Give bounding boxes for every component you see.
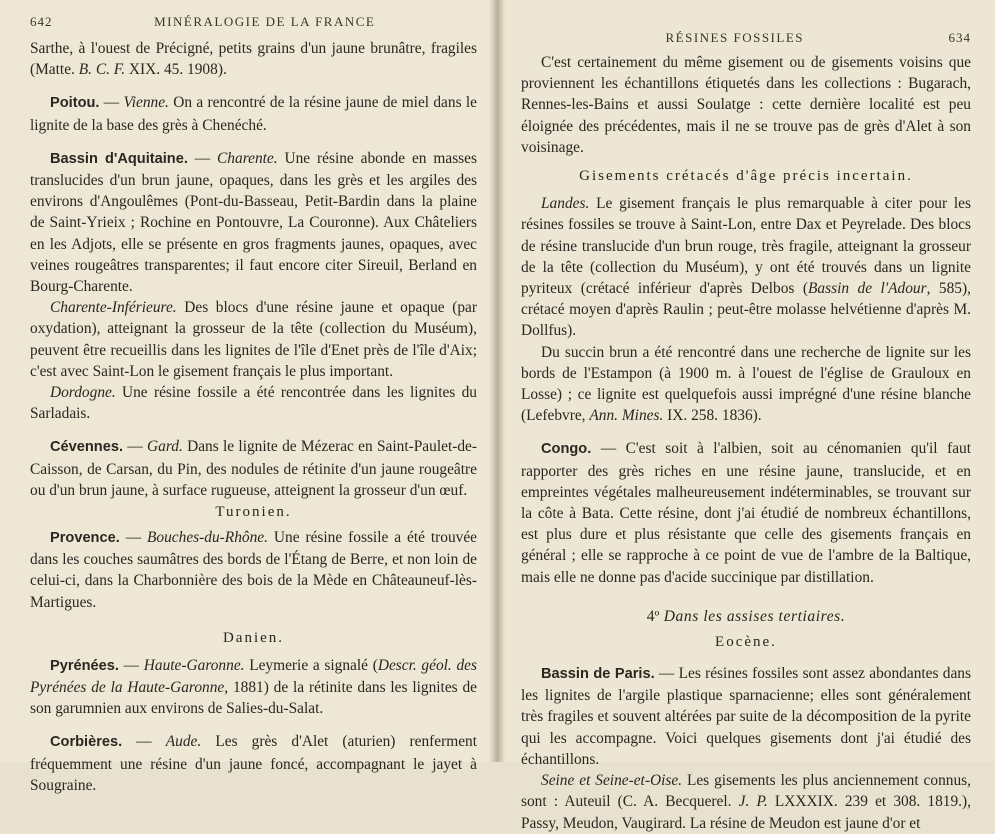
section-provence: Provence. — Bouches-du-Rhône. Une résine fossile a été trouvée dans les couches saumâtres des bords de l'Étang de Berre, et non loin de celui-ci, dans la Charbonnière des bois de la Mède en Châteauneuf-lès-Martigues. [30,529,478,611]
region-heading: Pyrénées. [50,657,119,674]
locality: Vienne. [123,94,169,112]
section-poitou: Poitou. — Vienne. On a rencontré de la résine jaune de miel dans le lignite de la base des grès à Chenéché. [30,94,477,134]
reference: B. C. F. [78,61,126,79]
locality: Aude. [165,733,202,751]
reference: J. P. [738,793,768,811]
subheading-tertiaire: 4º Dans les assises tertiaires. [646,607,846,625]
section-corbieres: Corbières. — Aude. Les grès d'Alet (aturien) renferment fréquemment une résine d'un jaune foncé, accompagnant le jayet à Sougraine. [30,733,477,794]
section-aquitaine: Bassin d'Aquitaine. — Charente. Une résine abonde en masses translucides d'un brun jaune, opaques, dans les grès et les argiles des environs d'Angoulêmes (Pont-du-Basseau, Petit-Bardin dans la plaine de Saint-Yrieix ; Rochine en Pontouvre, La Couronne). Aux Châteliers en les Adjots, elle se présente en gros fragments jaunes, opaques, avec veines rougeâtres transparentes; il faut encore citer Sireuil, Berland en Bourg-Charente. [30,149,477,296]
paragraph-charente-inferieure: Charente-Inférieure. Des blocs d'une résine jaune et opaque (par oxydation), atteignant la grosseur de la tête (collection du Muséum), peuvent être recueillis dans les lignites de l'île d'Enet près de l'île d'Aix; c'est avec Saint-Lon le gisement français le plus important. [30,299,477,380]
reference: Descr. géol. des Pyrénées de la Haute-Garonne [30,656,477,697]
paragraph-landes: Landes. Le gisement français le plus remarquable à citer pour les résines fossiles se trouve à Saint-Lon, entre Dax et Peyrelade. Des blocs de résine translucide d'un brun rouge, très fragile, atteignant la grosseur de la tête (collection du Muséum), y ont été trouvés dans un lignite pyriteux (crétacé inférieur d'après Delbos (Bassin de l'Adour, 585), crétacé moyen d'après Raulin ; peut-être molasse helvétienne d'après M. Dollfus). [521,195,971,340]
section-congo: Congo. — C'est soit à l'albien, soit au cénomanien qu'il faut rapporter des grès riches en une résine jaune, translucide, et en empreintes végétales malheureusement indéterminables, se trouvant sur la côte à Bata. Cette résine, dont j'ai étudié de nombreux échantillons, est plus dure et plus résistante que celle des gisements français en général ; elle se rapproche à ce point de vue de l'ambre de la Baltique, mais elle ne donne pas d'acide succinique par distillation. [521,440,971,586]
left-page-number: 642 [30,14,53,29]
locality: Charente-Inférieure. [50,299,177,317]
left-running-head [30,14,477,30]
right-header-title: RÉSINES FOSSILES [665,30,804,45]
paragraph-seine: Seine et Seine-et-Oise. Les gisements les plus anciennement connus, sont : Auteuil (C. A. Becquerel. J. P. LXXXIX. 239 et 308. 1819.), Passy, Meudon, Vaugirard. La résine de Meudon est jaune d'or et [521,772,971,832]
locality: Dordogne. [50,384,116,402]
section-cevennes: Cévennes. — Gard. Dans le lignite de Mézerac en Saint-Paulet-de-Caisson, de Carsan, du Pin, des nodules de rétinite d'un jaune rougeâtre ou d'un brun jaune, à surface rugueuse, atteignent la grosseur d'un œuf. [30,438,477,499]
region-heading: Corbières. [50,734,123,751]
region-heading: Poitou. [50,95,100,112]
paragraph-alet-continuation: C'est certainement du même gisement ou de gisements voisins que proviennent les échantillons étiquetés dans les collections : Bugarach, Rennes-les-Bains et aussi Soulatge : cette dernière localité est peu éloignée des précédentes, mais il ne se trouve pas de grès d'Alet à son voisinage. [521,54,971,156]
stage-heading-danien: Danien. [222,629,285,646]
region-heading: Bassin d'Aquitaine. [50,150,188,167]
reference: Bassin de l'Adour [808,280,927,298]
left-page [0,0,497,794]
left-paragraph-sarthe: Sarthe, à l'ouest de Précigné, petits grains d'un jaune brunâtre, fragiles (Matte. B. C. F. XIX. 45. 1908). [30,40,477,79]
locality: Seine et Seine-et-Oise. [541,772,683,790]
paragraph-dordogne: Dordogne. Une résine fossile a été rencontrée dans les lignites du Sarladais. [30,384,477,423]
locality: Landes. [541,195,590,213]
stage-heading-turonien: Turonien. [215,504,292,521]
stage-heading-eocene: Eocène. [715,634,777,651]
section-bassin-de-paris: Bassin de Paris. — Les résines fossiles sont assez abondantes dans les lignites de l'argile plastique sparnacienne; elles sont généralement très fragiles et souvent altérées par suite de la décomposition de la pyrite qui les accompagne. Voici quelques gisements dont j'ai étudié des échantillons. [521,665,971,768]
region-heading: Cévennes. [50,439,124,456]
locality: Charente. [217,149,278,167]
region-heading: Bassin de Paris. [541,666,655,683]
right-running-head [521,30,971,46]
region-heading: Congo. [541,441,592,458]
section-pyrenees: Pyrénées. — Haute-Garonne. Leymerie a signalé (Descr. géol. des Pyrénées de la Haute-Garonne, 1881) de la rétinite dans les lignites de son garumnien aux environs de Salies-du-Salat. [30,656,478,718]
subheading-cretace: Gisements crétacés d'âge précis incertain. [579,168,913,185]
region-heading: Provence. [50,530,120,547]
paragraph-succin: Du succin brun a été rencontré dans une recherche de lignite sur les bords de l'Estampon (à 1900 m. à l'ouest de l'église de Grauloux en Losse) ; ce lignite est quelquefois aussi imprégné d'une résine blanche (Lefebvre, Ann. Mines. IX. 258. 1836). [521,343,971,425]
locality: Gard. [147,438,183,456]
right-page [497,0,995,832]
book-gutter-shadow [489,0,505,762]
locality: Bouches-du-Rhône. [147,529,268,547]
locality: Haute-Garonne. [143,656,245,674]
left-header-title: MINÉRALOGIE DE LA FRANCE [154,14,376,29]
right-page-number: 634 [948,30,971,45]
reference: Ann. Mines. [589,407,664,425]
